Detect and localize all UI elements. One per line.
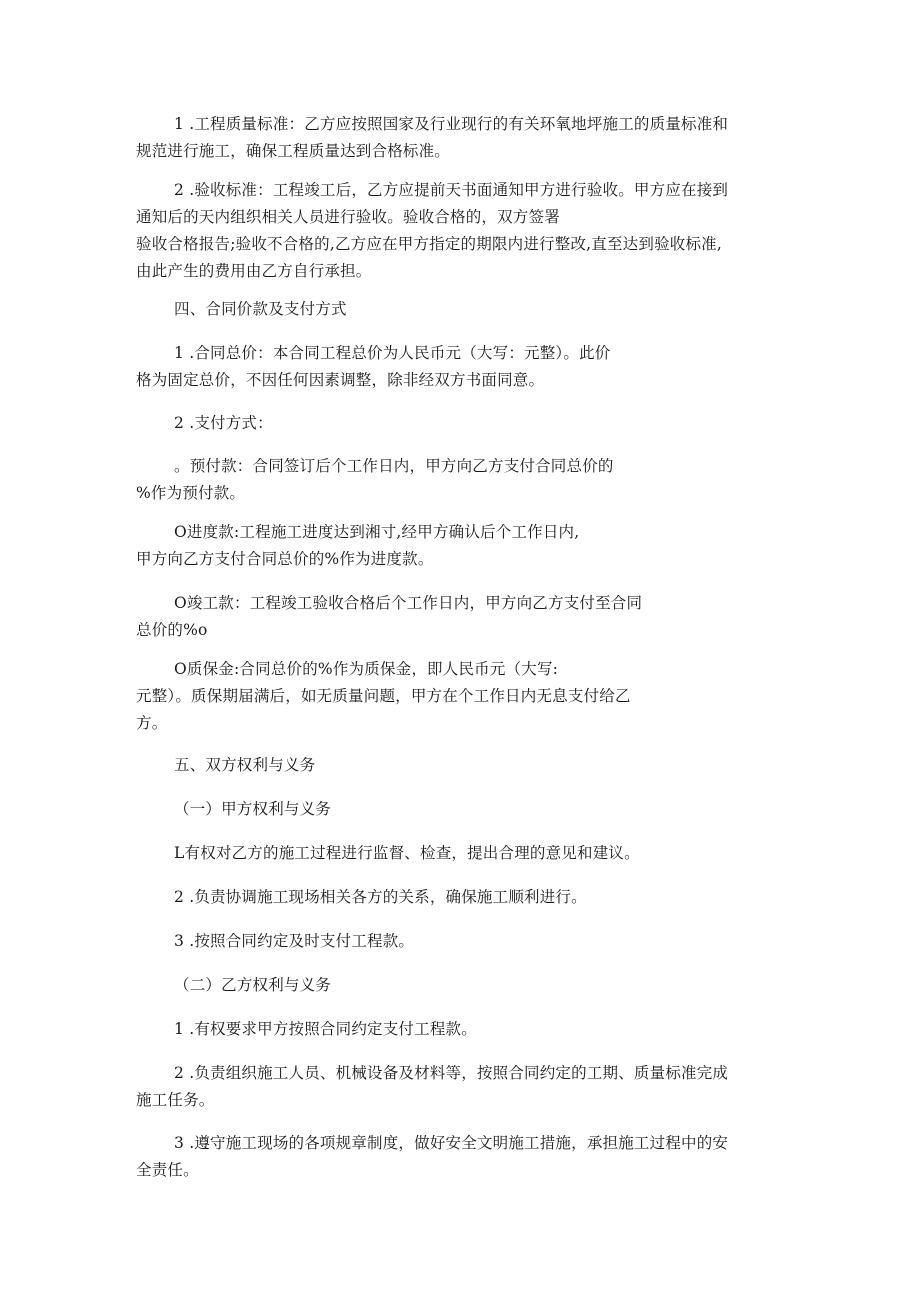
party-a-item-1: L有权对乙方的施工过程进行监督、检查，提出合理的意见和建议。	[174, 844, 640, 862]
party-b-item-3: 3 .遵守施工现场的各项规章制度，做好安全文明施工措施，承担施工过程中的安 全责任。	[136, 1134, 729, 1179]
payment-warranty-deposit: O质保金:合同总价的%作为质保金，即人民币元（大写: 元整）。质保期届满后，如无质量问题，甲方在个工作日内无息支付给乙 方。	[136, 660, 631, 732]
clause-acceptance-standard: 2 .验收标准：工程竣工后，乙方应提前天书面通知甲方进行验收。甲方应在接到 通知后的天内组织相关人员进行验收。验收合格的，双方签署 验收合格报告;验收不合格的,乙方应在甲方指定的期限内进行整改,直至达到验收标准, 由此产生的费用由乙方自行承担。	[136, 181, 729, 280]
clause-quality-standard: 1 .工程质量标准：乙方应按照国家及行业现行的有关环氧地坪施工的质量标准和 规范进行施工，确保工程质量达到合格标准。	[136, 115, 729, 160]
party-a-item-3: 3 .按照合同约定及时支付工程款。	[174, 932, 415, 950]
subheading-party-b: （二）乙方权利与义务	[174, 976, 332, 994]
section-heading-rights-obligations: 五、双方权利与义务	[174, 756, 316, 774]
subheading-party-a: （一）甲方权利与义务	[174, 800, 332, 818]
clause-total-price: 1 .合同总价：本合同工程总价为人民币元（大写：元整）。此价 格为固定总价，不因任何因素调整，除非经双方书面同意。	[136, 344, 611, 389]
section-heading-price-payment: 四、合同价款及支付方式	[174, 300, 347, 318]
party-b-item-1: 1 .有权要求甲方按照合同约定支付工程款。	[174, 1020, 477, 1038]
party-a-item-2: 2 .负责协调施工现场相关各方的关系，确保施工顺利进行。	[174, 888, 587, 906]
party-b-item-2: 2 .负责组织施工人员、机械设备及材料等，按照合同约定的工期、质量标准完成 施工任务。	[136, 1064, 729, 1109]
payment-progress: O进度款:工程施工进度达到湘寸,经甲方确认后个工作日内, 甲方向乙方支付合同总价的%作为进度款。	[136, 523, 580, 568]
clause-payment-method: 2 .支付方式：	[174, 414, 273, 432]
payment-advance: 。预付款：合同签订后个工作日内，甲方向乙方支付合同总价的 %作为预付款。	[136, 457, 614, 502]
payment-completion: O竣工款：工程竣工验收合格后个工作日内，甲方向乙方支付至合同 总价的%o	[136, 594, 643, 639]
